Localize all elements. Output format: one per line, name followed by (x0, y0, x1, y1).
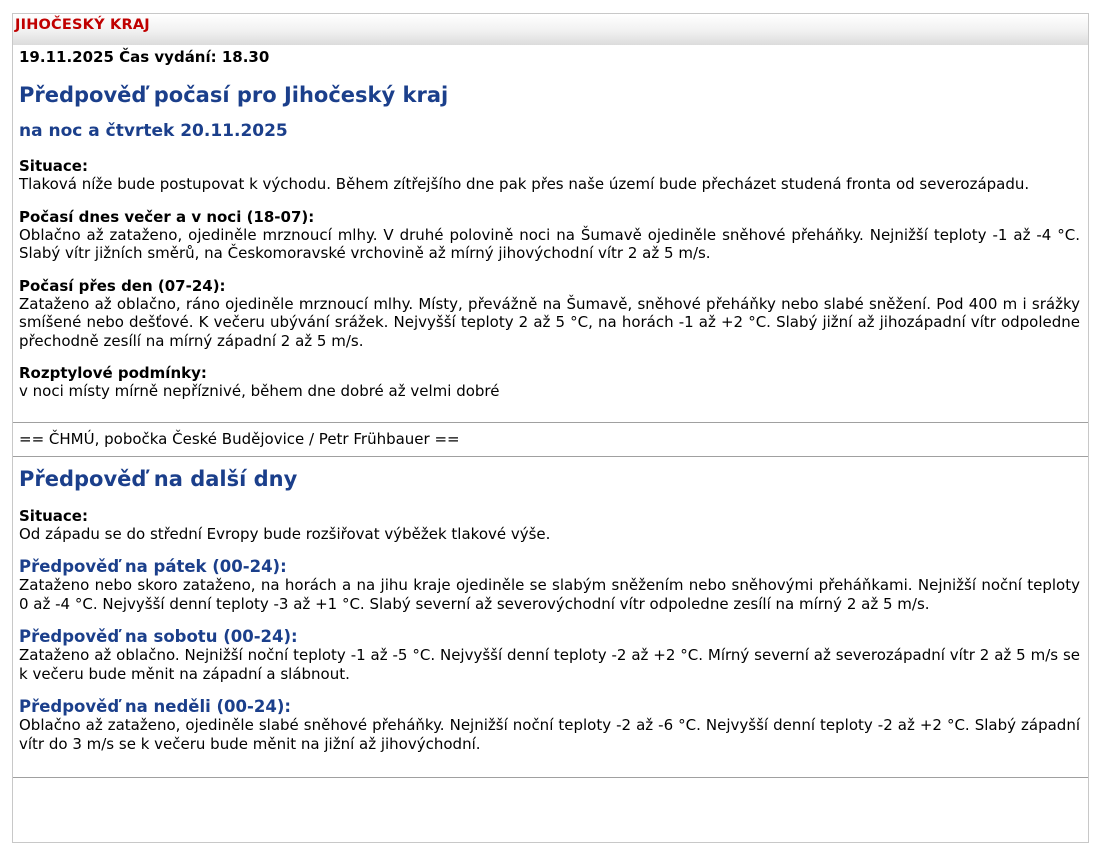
region-title: JIHOČESKÝ KRAJ (15, 17, 150, 33)
situation-section (19, 157, 1080, 194)
sunday-title: Předpověď na neděli (00-24): (19, 697, 291, 716)
divider-bottom (13, 456, 1088, 457)
issue-date: 19.11.2025 Čas vydání: 18.30 (19, 48, 270, 66)
divider-end (13, 777, 1088, 778)
saturday-title: Předpověď na sobotu (00-24): (19, 627, 298, 646)
friday-text: Zataženo nebo skoro zataženo, na horách a na jihu kraje ojediněle se slabým sněžením nebo sněhovými přeháňkami. Nejnižší noční teploty 0 až -4 °C. Nejvyšší denní teploty -3 až +1 °C. Slabý severní až severovýchodní vítr odpoledne zesílí na mírný 2 až 5 m/s. (19, 576, 1080, 613)
region-header (13, 14, 1088, 45)
saturday-section (19, 627, 1080, 683)
signature: == ČHMÚ, pobočka České Budějovice / Petr Frühbauer == (19, 429, 460, 448)
situation-title: Situace: (19, 157, 88, 175)
next-situation-section (19, 507, 1080, 544)
next-situation-title: Situace: (19, 506, 88, 525)
forecast-title: Předpověď počasí pro Jihočeský kraj (19, 83, 449, 107)
forecast-content (13, 45, 1088, 778)
friday-title: Předpověď na pátek (00-24): (19, 557, 287, 576)
sunday-section (19, 697, 1080, 753)
saturday-text: Zataženo až oblačno. Nejnižší noční teploty -1 až -5 °C. Nejvyšší denní teploty -2 až +2 °C. Mírný severní až severozápadní vítr 2 až 5 m/s se k večeru bude měnit na západní a slábnout. (19, 646, 1080, 683)
dispersion-section (19, 364, 1080, 401)
tonight-text: Oblačno až zataženo, ojediněle mrznoucí mlhy. V druhé polovině noci na Šumavě ojediněle sněhové přeháňky. Nejnižší teploty -1 až -4 °C. Slabý vítr jižních směrů, na Českomoravské vrchovině až mírný jihovýchodní vítr 2 až 5 m/s. (19, 225, 1080, 262)
sunday-text: Oblačno až zataženo, ojediněle slabé sněhové přeháňky. Nejnižší noční teploty -2 až -6 °C. Nejvyšší denní teploty -2 až +2 °C. Slabý západní vítr do 3 m/s se k večeru bude měnit na jižní až jihovýchodní. (19, 716, 1080, 753)
dispersion-text: v noci místy mírně nepříznivé, během dne dobré až velmi dobré (19, 382, 500, 400)
forecast-panel (12, 13, 1089, 843)
situation-text: Tlaková níže bude postupovat k východu. Během zítřejšího dne pak přes naše území bude přecházet studená fronta od severozápadu. (19, 175, 1030, 193)
dispersion-title: Rozptylové podmínky: (19, 364, 207, 382)
forecast-subtitle: na noc a čtvrtek 20.11.2025 (19, 121, 288, 141)
friday-section (19, 557, 1080, 613)
divider-top (13, 422, 1088, 423)
day-section (19, 277, 1080, 351)
day-title: Počasí přes den (07-24): (19, 276, 226, 295)
next-situation-text: Od západu se do střední Evropy bude rozšiřovat výběžek tlakové výše. (19, 524, 551, 543)
tonight-section (19, 208, 1080, 263)
next-days-title: Předpověď na další dny (19, 466, 298, 491)
day-text: Zataženo až oblačno, ráno ojediněle mrznoucí mlhy. Místy, převážně na Šumavě, sněhové přeháňky nebo slabé sněžení. Pod 400 m i srážky smíšené nebo dešťové. K večeru ubývání srážek. Nejvyšší teploty 2 až 5 °C, na horách -1 až +2 °C. Slabý jižní až jihozápadní vítr odpoledne přechodně zesílí na mírný západní 2 až 5 m/s. (19, 294, 1080, 350)
tonight-title: Počasí dnes večer a v noci (18-07): (19, 207, 315, 226)
